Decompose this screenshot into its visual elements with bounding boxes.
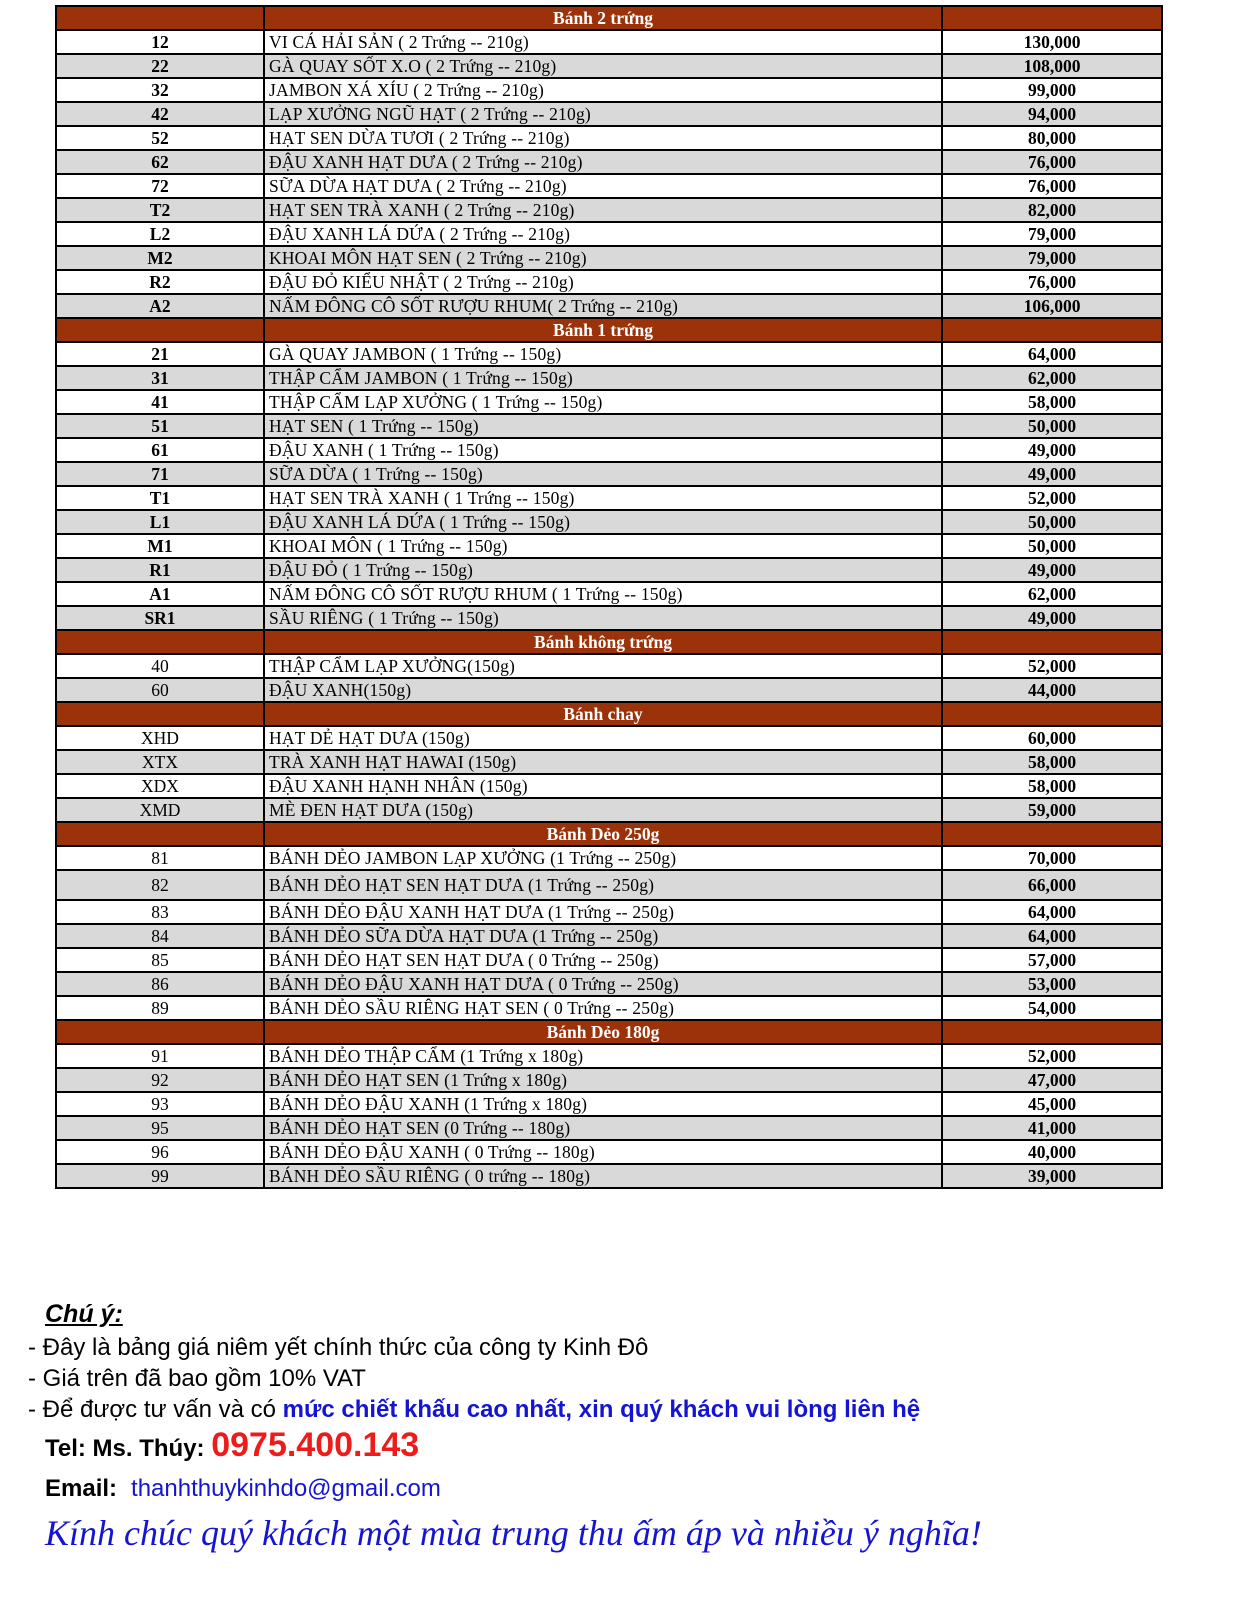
product-name: BÁNH DẺO SẦU RIÊNG ( 0 trứng -- 180g) — [264, 1164, 942, 1188]
section-header-blank — [56, 318, 264, 342]
table-row — [56, 798, 1162, 822]
product-code: M1 — [56, 534, 264, 558]
table-row — [56, 870, 1162, 900]
product-name: ĐẬU XANH HẠNH NHÂN (150g) — [264, 774, 942, 798]
product-price: 49,000 — [942, 558, 1162, 582]
table-row — [56, 750, 1162, 774]
table-row — [56, 222, 1162, 246]
product-name: NẤM ĐÔNG CÔ SỐT RƯỢU RHUM ( 1 Trứng -- 150g) — [264, 582, 942, 606]
product-name: BÁNH DẺO ĐẬU XANH HẠT DƯA ( 0 Trứng -- 250g) — [264, 972, 942, 996]
product-price: 39,000 — [942, 1164, 1162, 1188]
product-name: BÁNH DẺO ĐẬU XANH (1 Trứng x 180g) — [264, 1092, 942, 1116]
product-name: ĐẬU XANH ( 1 Trứng -- 150g) — [264, 438, 942, 462]
product-name: SỮA DỪA ( 1 Trứng -- 150g) — [264, 462, 942, 486]
product-name: SỮA DỪA HẠT DƯA ( 2 Trứng -- 210g) — [264, 174, 942, 198]
product-code: 12 — [56, 30, 264, 54]
product-price: 50,000 — [942, 414, 1162, 438]
product-name: THẬP CẨM LẠP XƯỞNG ( 1 Trứng -- 150g) — [264, 390, 942, 414]
product-code: A1 — [56, 582, 264, 606]
product-price: 60,000 — [942, 726, 1162, 750]
product-name: ĐẬU XANH(150g) — [264, 678, 942, 702]
table-row — [56, 414, 1162, 438]
table-row — [56, 1068, 1162, 1092]
product-price: 44,000 — [942, 678, 1162, 702]
product-price: 79,000 — [942, 246, 1162, 270]
product-code: 96 — [56, 1140, 264, 1164]
product-price: 62,000 — [942, 366, 1162, 390]
table-row — [56, 1092, 1162, 1116]
table-row — [56, 30, 1162, 54]
product-price: 62,000 — [942, 582, 1162, 606]
section-title: Bánh Dẻo 180g — [264, 1020, 942, 1044]
product-name: BÁNH DẺO HẠT SEN (1 Trứng x 180g) — [264, 1068, 942, 1092]
product-price: 52,000 — [942, 486, 1162, 510]
tel-label: Tel: Ms. Thúy: — [45, 1435, 212, 1462]
product-name: LẠP XƯỞNG NGŨ HẠT ( 2 Trứng -- 210g) — [264, 102, 942, 126]
product-price: 130,000 — [942, 30, 1162, 54]
product-code: 84 — [56, 924, 264, 948]
product-code: 83 — [56, 900, 264, 924]
product-price: 66,000 — [942, 870, 1162, 900]
product-name: BÁNH DẺO ĐẬU XANH ( 0 Trứng -- 180g) — [264, 1140, 942, 1164]
table-row — [56, 996, 1162, 1020]
product-code: 71 — [56, 462, 264, 486]
product-code: 86 — [56, 972, 264, 996]
product-name: BÁNH DẺO JAMBON LẠP XƯỞNG (1 Trứng -- 250g) — [264, 846, 942, 870]
product-name: JAMBON XÁ XÍU ( 2 Trứng -- 210g) — [264, 78, 942, 102]
section-title: Bánh Dẻo 250g — [264, 822, 942, 846]
product-price: 76,000 — [942, 150, 1162, 174]
table-row — [56, 654, 1162, 678]
note-line-contact-prefix: - Để được tư vấn và có — [28, 1396, 283, 1423]
product-price: 49,000 — [942, 438, 1162, 462]
product-code: 31 — [56, 366, 264, 390]
product-name: BÁNH DẺO HẠT SEN HẠT DƯA (1 Trứng -- 250g) — [264, 870, 942, 900]
product-code: 81 — [56, 846, 264, 870]
product-code: 85 — [56, 948, 264, 972]
product-code: 41 — [56, 390, 264, 414]
product-price: 108,000 — [942, 54, 1162, 78]
table-row — [56, 366, 1162, 390]
section-title: Bánh không trứng — [264, 630, 942, 654]
product-name: VI CÁ HẢI SẢN ( 2 Trứng -- 210g) — [264, 30, 942, 54]
product-price: 79,000 — [942, 222, 1162, 246]
table-row — [56, 486, 1162, 510]
section-header-blank — [56, 702, 264, 726]
product-code: SR1 — [56, 606, 264, 630]
product-price: 53,000 — [942, 972, 1162, 996]
note-line-contact-highlight: mức chiết khấu cao nhất, xin quý khách vui lòng liên hệ — [282, 1396, 921, 1423]
product-code: L2 — [56, 222, 264, 246]
table-row — [56, 534, 1162, 558]
table-row — [56, 390, 1162, 414]
section-header-blank — [56, 6, 264, 30]
table-row — [56, 606, 1162, 630]
product-price: 45,000 — [942, 1092, 1162, 1116]
product-price: 52,000 — [942, 1044, 1162, 1068]
section-header-blank — [942, 702, 1162, 726]
email-link[interactable]: thanhthuykinhdo@gmail.com — [131, 1475, 441, 1502]
table-row — [56, 924, 1162, 948]
product-code: XDX — [56, 774, 264, 798]
contact-email-line — [45, 1475, 441, 1503]
product-name: KHOAI MÔN ( 1 Trứng -- 150g) — [264, 534, 942, 558]
product-name: ĐẬU XANH LÁ DỨA ( 2 Trứng -- 210g) — [264, 222, 942, 246]
product-name: THẬP CẨM LẠP XƯỞNG(150g) — [264, 654, 942, 678]
product-name: BÁNH DẺO SẦU RIÊNG HẠT SEN ( 0 Trứng -- 250g) — [264, 996, 942, 1020]
product-code: 22 — [56, 54, 264, 78]
table-row — [56, 78, 1162, 102]
product-name: BÁNH DẺO HẠT SEN HẠT DƯA ( 0 Trứng -- 250g) — [264, 948, 942, 972]
product-price: 64,000 — [942, 900, 1162, 924]
product-price: 80,000 — [942, 126, 1162, 150]
section-header-blank — [56, 630, 264, 654]
section-header — [56, 630, 1162, 654]
product-code: 32 — [56, 78, 264, 102]
section-header — [56, 702, 1162, 726]
table-row — [56, 558, 1162, 582]
table-row — [56, 174, 1162, 198]
section-header-blank — [942, 6, 1162, 30]
table-row — [56, 342, 1162, 366]
table-body — [56, 6, 1162, 1188]
product-name: BÁNH DẺO SỮA DỪA HẠT DƯA (1 Trứng -- 250g) — [264, 924, 942, 948]
product-price: 50,000 — [942, 510, 1162, 534]
product-code: L1 — [56, 510, 264, 534]
product-price: 106,000 — [942, 294, 1162, 318]
notes-title: Chú ý: — [45, 1300, 123, 1328]
table-row — [56, 726, 1162, 750]
section-header — [56, 822, 1162, 846]
note-line-official: - Đây là bảng giá niêm yết chính thức của công ty Kinh Đô — [28, 1334, 649, 1361]
product-price: 64,000 — [942, 924, 1162, 948]
product-price: 58,000 — [942, 390, 1162, 414]
product-price: 54,000 — [942, 996, 1162, 1020]
section-title: Bánh 2 trứng — [264, 6, 942, 30]
product-price: 76,000 — [942, 174, 1162, 198]
section-header-blank — [942, 630, 1162, 654]
product-price: 40,000 — [942, 1140, 1162, 1164]
product-price: 49,000 — [942, 606, 1162, 630]
product-name: HẠT SEN TRÀ XANH ( 1 Trứng -- 150g) — [264, 486, 942, 510]
product-name: ĐẬU ĐỎ ( 1 Trứng -- 150g) — [264, 558, 942, 582]
product-price: 58,000 — [942, 774, 1162, 798]
section-header — [56, 1020, 1162, 1044]
table-row — [56, 438, 1162, 462]
product-price: 70,000 — [942, 846, 1162, 870]
product-code: M2 — [56, 246, 264, 270]
table-row — [56, 150, 1162, 174]
table-row — [56, 102, 1162, 126]
table-row — [56, 294, 1162, 318]
product-code: R1 — [56, 558, 264, 582]
table-row — [56, 270, 1162, 294]
product-price: 50,000 — [942, 534, 1162, 558]
product-price: 64,000 — [942, 342, 1162, 366]
product-code: 91 — [56, 1044, 264, 1068]
product-name: BÁNH DẺO HẠT SEN (0 Trứng -- 180g) — [264, 1116, 942, 1140]
product-code: 92 — [56, 1068, 264, 1092]
product-name: HẠT SEN TRÀ XANH ( 2 Trứng -- 210g) — [264, 198, 942, 222]
table-row — [56, 900, 1162, 924]
product-price: 59,000 — [942, 798, 1162, 822]
product-name: SẦU RIÊNG ( 1 Trứng -- 150g) — [264, 606, 942, 630]
section-header-blank — [56, 1020, 264, 1044]
section-header-blank — [942, 1020, 1162, 1044]
product-code: 21 — [56, 342, 264, 366]
product-code: 99 — [56, 1164, 264, 1188]
product-code: 72 — [56, 174, 264, 198]
product-name: TRÀ XANH HẠT HAWAI (150g) — [264, 750, 942, 774]
table-row — [56, 462, 1162, 486]
table-row — [56, 582, 1162, 606]
table-row — [56, 1140, 1162, 1164]
product-name: ĐẬU ĐỎ KIỂU NHẬT ( 2 Trứng -- 210g) — [264, 270, 942, 294]
product-name: GÀ QUAY JAMBON ( 1 Trứng -- 150g) — [264, 342, 942, 366]
product-code: 51 — [56, 414, 264, 438]
product-name: ĐẬU XANH HẠT DƯA ( 2 Trứng -- 210g) — [264, 150, 942, 174]
table-row — [56, 1044, 1162, 1068]
product-code: 60 — [56, 678, 264, 702]
section-title: Bánh chay — [264, 702, 942, 726]
section-header-blank — [942, 318, 1162, 342]
table-row — [56, 948, 1162, 972]
product-name: HẠT DẺ HẠT DƯA (150g) — [264, 726, 942, 750]
product-code: 52 — [56, 126, 264, 150]
email-label: Email: — [45, 1475, 118, 1502]
product-price: 94,000 — [942, 102, 1162, 126]
product-code: XHD — [56, 726, 264, 750]
product-name: NẤM ĐÔNG CÔ SỐT RƯỢU RHUM( 2 Trứng -- 210g) — [264, 294, 942, 318]
note-line-vat: - Giá trên đã bao gồm 10% VAT — [28, 1365, 366, 1392]
table-row — [56, 774, 1162, 798]
section-header — [56, 318, 1162, 342]
product-price: 58,000 — [942, 750, 1162, 774]
product-name: HẠT SEN DỪA TƯƠI ( 2 Trứng -- 210g) — [264, 126, 942, 150]
product-price: 41,000 — [942, 1116, 1162, 1140]
note-line-contact — [28, 1396, 920, 1424]
product-name: BÁNH DẺO THẬP CẨM (1 Trứng x 180g) — [264, 1044, 942, 1068]
product-name: BÁNH DẺO ĐẬU XANH HẠT DƯA (1 Trứng -- 250g) — [264, 900, 942, 924]
table-row — [56, 1116, 1162, 1140]
product-name: GÀ QUAY SỐT X.O ( 2 Trứng -- 210g) — [264, 54, 942, 78]
product-code: 82 — [56, 870, 264, 900]
product-code: A2 — [56, 294, 264, 318]
product-name: KHOAI MÔN HẠT SEN ( 2 Trứng -- 210g) — [264, 246, 942, 270]
section-header-blank — [942, 822, 1162, 846]
table-row — [56, 198, 1162, 222]
table-row — [56, 846, 1162, 870]
phone-number[interactable]: 0975.400.143 — [211, 1426, 420, 1464]
product-code: 42 — [56, 102, 264, 126]
product-code: XMD — [56, 798, 264, 822]
product-price: 57,000 — [942, 948, 1162, 972]
section-header — [56, 6, 1162, 30]
product-price: 99,000 — [942, 78, 1162, 102]
product-price: 52,000 — [942, 654, 1162, 678]
product-code: XTX — [56, 750, 264, 774]
product-code: 62 — [56, 150, 264, 174]
product-code: T2 — [56, 198, 264, 222]
product-code: R2 — [56, 270, 264, 294]
product-price: 82,000 — [942, 198, 1162, 222]
product-price: 47,000 — [942, 1068, 1162, 1092]
table-row — [56, 126, 1162, 150]
price-table — [55, 5, 1163, 1189]
product-price: 49,000 — [942, 462, 1162, 486]
section-title: Bánh 1 trứng — [264, 318, 942, 342]
product-code: 61 — [56, 438, 264, 462]
contact-phone-line — [45, 1426, 419, 1465]
product-name: THẬP CẨM JAMBON ( 1 Trứng -- 150g) — [264, 366, 942, 390]
product-code: 95 — [56, 1116, 264, 1140]
product-code: 89 — [56, 996, 264, 1020]
table-row — [56, 972, 1162, 996]
product-code: 40 — [56, 654, 264, 678]
table-row — [56, 1164, 1162, 1188]
product-name: HẠT SEN ( 1 Trứng -- 150g) — [264, 414, 942, 438]
product-code: T1 — [56, 486, 264, 510]
product-name: ĐẬU XANH LÁ DỨA ( 1 Trứng -- 150g) — [264, 510, 942, 534]
table-row — [56, 246, 1162, 270]
greeting-text: Kính chúc quý khách một mùa trung thu ấm áp và nhiều ý nghĩa! — [45, 1513, 982, 1553]
table-row — [56, 510, 1162, 534]
product-code: 93 — [56, 1092, 264, 1116]
product-name: MÈ ĐEN HẠT DƯA (150g) — [264, 798, 942, 822]
table-row — [56, 54, 1162, 78]
section-header-blank — [56, 822, 264, 846]
table-row — [56, 678, 1162, 702]
product-price: 76,000 — [942, 270, 1162, 294]
